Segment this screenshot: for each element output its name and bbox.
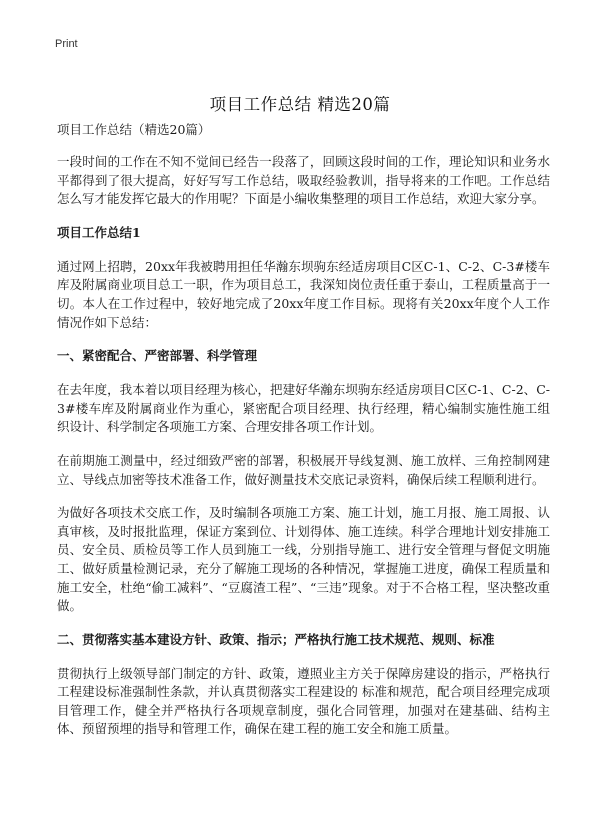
heading-policy: 二、贯彻落实基本建设方针、政策、指示；严格执行施工技术规范、规则、标准 <box>57 631 495 647</box>
document-subtitle: 项目工作总结（精选20篇） <box>57 122 211 137</box>
document-body <box>57 121 550 754</box>
print-label: Print <box>55 38 78 50</box>
intro-paragraph: 一段时间的工作在不知不觉间已经告一段落了，回顾这段时间的工作，理论知识和业务水平都得到了很大提高，好好写写工作总结，吸取经验教训，指导将来的工作吧。工作总结怎么写才能发挥它最大的作用呢？下面是小编收集整理的项目工作总结，欢迎大家分享。 <box>57 154 550 207</box>
paragraph-coordination-3: 为做好各项技术交底工作，及时编制各项施工方案、施工计划，施工月报、施工周报、认真审核，及时报批监理，保证方案到位、计划得体、施工连续。科学合理地计划安排施工员、安全员、质检员等工作人员到施工一线，分别指导施工、进行安全管理与督促文明施工、做好质量检测记录，充分了解施工现场的各种情况，掌握施工进度，确保工程质量和施工安全，杜绝“偷工减料”、“豆腐渣工程”、“三违”现象。对于不合格工程，坚决整改重做。 <box>57 505 550 614</box>
paragraph-coordination-2: 在前期施工测量中，经过细致严密的部署，积极展开导线复测、施工放样、三角控制网建立、导线点加密等技术准备工作，做好测量技术交底记录资料，确保后续工程顺利进行。 <box>57 452 550 487</box>
paragraph-coordination-1: 在去年度，我本着以项目经理为核心，把建好华瀚东坝驹东经适房项目C区C-1、C-2、C-3#楼车库及附属商业作为重心，紧密配合项目经理、执行经理，精心编制实施性施工组织设计、科学制定各项施工方案、合理安排各项工作计划。 <box>57 382 550 435</box>
paragraph-policy-1: 贯彻执行上级领导部门制定的方针、政策，遵照业主方关于保障房建设的指示，严格执行工程建设标准强制性条款，并认真贯彻落实工程建设的 标准和规范，配合项目经理完成项目管理工作，健全并严格执行各项规章制度，强化合同管理，加强对在建基础、结构主体、预留预埋的指导和管理工作，确保在建工程的施工安全和施工质量。 <box>57 665 550 737</box>
section-1-paragraph: 通过网上招聘，20xx年我被聘用担任华瀚东坝驹东经适房项目C区C-1、C-2、C-3#楼车库及附属商业项目总工一职，作为项目总工，我深知岗位责任重于泰山，工程质量高于一切。本人在工作过程中，较好地完成了20xx年度工作目标。现将有关20xx年度个人工作情况作如下总结： <box>57 258 550 330</box>
heading-coordination: 一、紧密配合、严密部署、科学管理 <box>57 348 258 364</box>
section-1-heading: 项目工作总结1 <box>57 224 141 240</box>
document-title: 项目工作总结 精选20篇 <box>209 95 391 115</box>
